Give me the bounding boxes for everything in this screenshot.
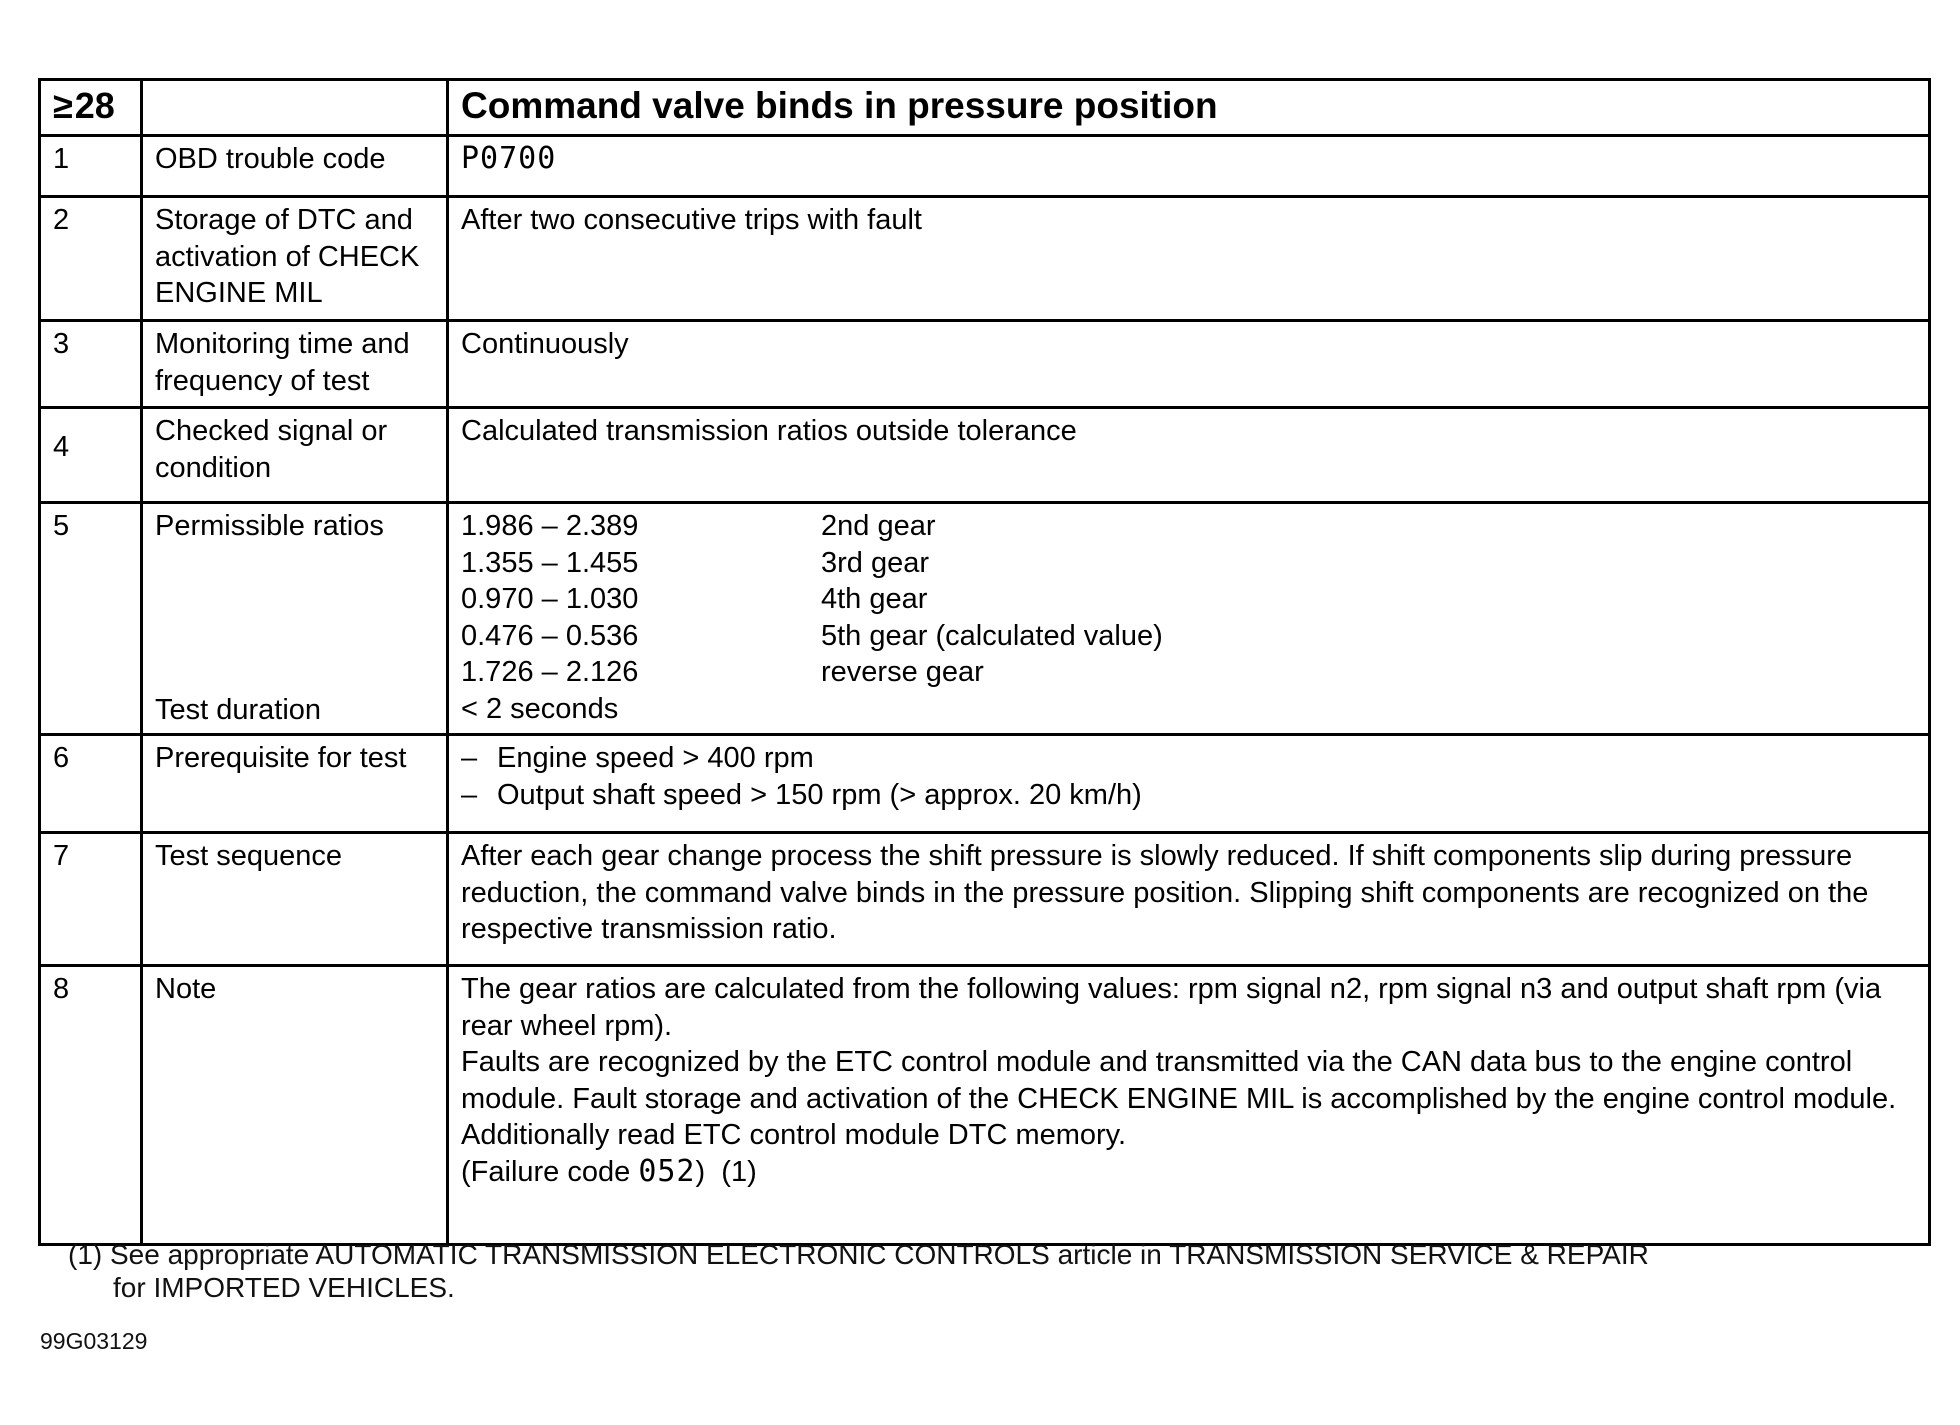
row-value: Continuously bbox=[448, 321, 1930, 408]
row-label: Note bbox=[142, 966, 448, 1245]
row-value: Calculated transmission ratios outside tolerance bbox=[448, 408, 1930, 503]
row-value bbox=[448, 503, 1930, 735]
note-paragraph: The gear ratios are calculated from the following values: rpm signal n2, rpm signal n3 and output shaft rpm (via rear wheel rpm). bbox=[461, 973, 1882, 1042]
prerequisite-item bbox=[461, 740, 1918, 777]
failure-code-prefix: (Failure code bbox=[461, 1155, 631, 1188]
arrow-icon: ≥ bbox=[53, 84, 73, 126]
footnote-reference: (1) bbox=[721, 1155, 757, 1188]
ratio-range: 1.726 – 2.126 bbox=[461, 656, 639, 688]
table-row bbox=[40, 321, 1930, 408]
row-value: After each gear change process the shift pressure is slowly reduced. If shift components slip during pressure reduction, the command valve binds in the pressure position. Slipping shift components are recognized on the respective transmission ratio. bbox=[448, 833, 1930, 966]
row-number: 2 bbox=[40, 197, 142, 321]
row-value bbox=[448, 966, 1930, 1245]
row-number: 4 bbox=[40, 408, 142, 503]
header-title-cell bbox=[448, 80, 1930, 136]
table-row bbox=[40, 197, 1930, 321]
note-paragraph: Additionally read ETC control module DTC memory. bbox=[461, 1119, 1127, 1151]
row-number: 3 bbox=[40, 321, 142, 408]
row-value bbox=[448, 735, 1930, 833]
dash-bullet: – bbox=[461, 742, 478, 774]
row-number: 6 bbox=[40, 735, 142, 833]
table-row bbox=[40, 735, 1930, 833]
row-label: Test sequence bbox=[142, 833, 448, 966]
footnote-line: for IMPORTED VEHICLES. bbox=[113, 1272, 455, 1303]
ratio-line bbox=[461, 508, 1918, 545]
dash-bullet: – bbox=[461, 778, 478, 811]
row-label bbox=[142, 503, 448, 735]
note-paragraph: Faults are recognized by the ETC control module and transmitted via the CAN data bus to the engine control module. Fault storage and activation of the CHECK ENGINE MIL is accomplished by the engine control module. bbox=[461, 1046, 1897, 1115]
ratio-range: 1.355 – 1.455 bbox=[461, 546, 639, 579]
table-row bbox=[40, 966, 1930, 1245]
ratio-line bbox=[461, 545, 1918, 582]
diagnostic-table bbox=[38, 78, 1931, 1246]
test-number: 28 bbox=[74, 84, 115, 126]
ratio-range: 1.986 – 2.389 bbox=[461, 510, 639, 542]
obd-code: P0700 bbox=[461, 141, 557, 176]
prerequisite-text: Output shaft speed > 150 rpm (> approx. 20 km/h) bbox=[497, 778, 1142, 811]
failure-code-line bbox=[461, 1154, 1918, 1191]
row-label: Checked signal or condition bbox=[142, 408, 448, 503]
permissible-ratios-label: Permissible ratios bbox=[155, 510, 384, 542]
row-number: 7 bbox=[40, 833, 142, 966]
row-number: 5 bbox=[40, 503, 142, 735]
row-label: Monitoring time and frequency of test bbox=[142, 321, 448, 408]
row-value: After two consecutive trips with fault bbox=[448, 197, 1930, 321]
ratio-line bbox=[461, 654, 1918, 691]
header-number-cell bbox=[40, 80, 142, 136]
table-row bbox=[40, 833, 1930, 966]
table-row bbox=[40, 503, 1930, 735]
footnote-line: (1) See appropriate AUTOMATIC TRANSMISSION ELECTRONIC CONTROLS article in TRANSMISSION SERVICE & REPAIR bbox=[68, 1239, 1649, 1270]
failure-code-suffix: ) bbox=[695, 1155, 706, 1188]
ratio-range: 0.476 – 0.536 bbox=[461, 619, 639, 652]
ratio-gear: reverse gear bbox=[821, 656, 984, 688]
ratio-line bbox=[461, 581, 1918, 618]
ratio-gear: 3rd gear bbox=[821, 546, 930, 579]
test-duration-label: Test duration bbox=[155, 693, 322, 726]
row-label: Storage of DTC and activation of CHECK ENGINE MIL bbox=[142, 197, 448, 321]
header-empty-cell bbox=[142, 80, 448, 136]
table-header-row bbox=[40, 80, 1930, 136]
prerequisite-text: Engine speed > 400 rpm bbox=[497, 742, 814, 774]
prerequisite-item bbox=[461, 777, 1918, 814]
ratio-range: 0.970 – 1.030 bbox=[461, 583, 639, 615]
ratio-gear: 5th gear (calculated value) bbox=[821, 619, 1163, 652]
ratio-gear: 4th gear bbox=[821, 583, 928, 615]
ratio-line bbox=[461, 618, 1918, 655]
row-label: Prerequisite for test bbox=[142, 735, 448, 833]
ratio-gear: 2nd gear bbox=[821, 510, 936, 542]
failure-code: 052 bbox=[638, 1153, 696, 1189]
test-duration-value: < 2 seconds bbox=[461, 692, 619, 725]
table-row bbox=[40, 408, 1930, 503]
row-label: OBD trouble code bbox=[142, 136, 448, 197]
page-title: Command valve binds in pressure position bbox=[461, 84, 1218, 126]
figure-id: 99G03129 bbox=[40, 1328, 148, 1354]
row-number: 8 bbox=[40, 966, 142, 1245]
row-number: 1 bbox=[40, 136, 142, 197]
row-value bbox=[448, 136, 1930, 197]
footnote bbox=[68, 1238, 1649, 1304]
table-row bbox=[40, 136, 1930, 197]
